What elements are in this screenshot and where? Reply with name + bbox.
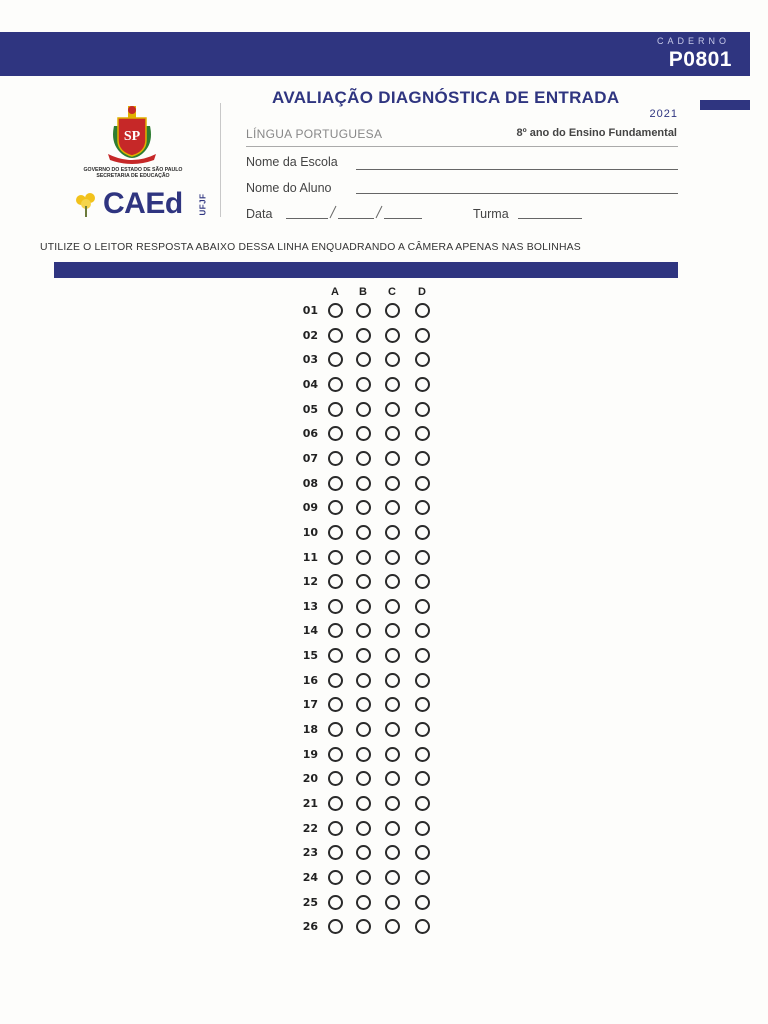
answer-bubble-18-c[interactable]	[385, 722, 400, 737]
option-header-c: C	[388, 286, 396, 298]
question-number: 04	[302, 377, 318, 391]
year-label: 2021	[649, 108, 678, 120]
question-number: 02	[302, 328, 318, 342]
answer-bubble-10-d[interactable]	[415, 525, 430, 540]
caed-wordmark: CAEd	[103, 187, 183, 220]
option-header-a: A	[331, 286, 339, 298]
question-number: 12	[302, 575, 318, 589]
answer-bubble-09-a[interactable]	[328, 500, 343, 515]
answer-bubble-12-a[interactable]	[328, 574, 343, 589]
answer-bubble-07-b[interactable]	[356, 451, 371, 466]
question-number: 01	[302, 304, 318, 317]
gov-line-2: SECRETARIA DE EDUCAÇÃO	[96, 173, 170, 179]
answer-bubble-22-a[interactable]	[328, 821, 343, 836]
answer-bubble-25-d[interactable]	[415, 895, 430, 910]
question-number: 21	[302, 797, 318, 810]
answer-bubble-01-b[interactable]	[356, 303, 371, 318]
caderno-label: CADERNO	[656, 36, 730, 46]
answer-bubble-01-d[interactable]	[415, 303, 430, 318]
answer-bubble-20-d[interactable]	[415, 771, 430, 786]
answer-bubble-03-c[interactable]	[385, 352, 400, 367]
date-slash	[374, 204, 384, 220]
answer-bubble-22-b[interactable]	[356, 821, 371, 836]
answer-bubble-10-a[interactable]	[328, 525, 343, 540]
ufjf-wordmark: UFJF	[198, 193, 208, 216]
question-number: 07	[302, 451, 318, 465]
answer-bubble-05-b[interactable]	[356, 402, 371, 417]
answer-bubble-09-b[interactable]	[356, 500, 371, 515]
answer-bubble-02-b[interactable]	[356, 328, 371, 343]
answer-bubble-02-a[interactable]	[328, 328, 343, 343]
question-number: 25	[302, 895, 318, 909]
answer-bubble-04-d[interactable]	[415, 377, 430, 392]
answer-bubble-15-c[interactable]	[385, 648, 400, 663]
answer-bubble-11-a[interactable]	[328, 550, 343, 565]
answer-bubble-07-d[interactable]	[415, 451, 430, 466]
answer-bubble-21-b[interactable]	[356, 796, 371, 811]
question-number: 03	[302, 353, 318, 367]
answer-bubble-26-d[interactable]	[415, 919, 430, 934]
answer-bubble-04-b[interactable]	[356, 377, 371, 392]
question-number: 22	[302, 821, 318, 835]
answer-bubble-03-b[interactable]	[356, 352, 371, 367]
answer-bubble-22-c[interactable]	[385, 821, 400, 836]
answer-bubble-23-a[interactable]	[328, 845, 343, 860]
answer-bubble-06-d[interactable]	[415, 426, 430, 441]
tree-icon	[74, 192, 98, 218]
scan-instruction: UTILIZE O LEITOR RESPOSTA ABAIXO DESSA LINHA ENQUADRANDO A CÂMERA APENAS NAS BOLINHAS	[40, 242, 581, 253]
answer-bubble-19-d[interactable]	[415, 747, 430, 762]
answer-bubble-24-a[interactable]	[328, 870, 343, 885]
scan-band	[54, 262, 678, 278]
date-day-field[interactable]	[286, 218, 328, 219]
answer-bubble-25-a[interactable]	[328, 895, 343, 910]
date-year-field[interactable]	[384, 218, 422, 219]
answer-bubble-06-b[interactable]	[356, 426, 371, 441]
answer-bubble-17-b[interactable]	[356, 697, 371, 712]
answer-bubble-10-b[interactable]	[356, 525, 371, 540]
answer-bubble-18-a[interactable]	[328, 722, 343, 737]
answer-bubble-15-d[interactable]	[415, 648, 430, 663]
answer-bubble-07-c[interactable]	[385, 451, 400, 466]
answer-bubble-08-c[interactable]	[385, 476, 400, 491]
answer-bubble-11-d[interactable]	[415, 550, 430, 565]
answer-bubble-23-d[interactable]	[415, 845, 430, 860]
answer-bubble-09-d[interactable]	[415, 500, 430, 515]
answer-bubble-16-c[interactable]	[385, 673, 400, 688]
question-number: 05	[302, 402, 318, 416]
answer-bubble-20-b[interactable]	[356, 771, 371, 786]
sao-paulo-coat-of-arms-icon	[104, 104, 160, 166]
answer-bubble-06-c[interactable]	[385, 426, 400, 441]
answer-bubble-13-b[interactable]	[356, 599, 371, 614]
question-number: 19	[302, 747, 318, 761]
answer-bubble-24-c[interactable]	[385, 870, 400, 885]
school-label: Nome da Escola	[246, 155, 338, 169]
answer-bubble-13-c[interactable]	[385, 599, 400, 614]
answer-bubble-17-a[interactable]	[328, 697, 343, 712]
question-number: 06	[302, 427, 318, 441]
answer-bubble-16-b[interactable]	[356, 673, 371, 688]
answer-bubble-11-c[interactable]	[385, 550, 400, 565]
question-number: 20	[302, 772, 318, 786]
answer-bubble-19-c[interactable]	[385, 747, 400, 762]
answer-bubble-13-d[interactable]	[415, 599, 430, 614]
option-header-d: D	[418, 286, 426, 298]
answer-bubble-05-a[interactable]	[328, 402, 343, 417]
question-number: 10	[302, 525, 318, 539]
date-slash	[328, 204, 338, 220]
answer-bubble-12-d[interactable]	[415, 574, 430, 589]
answer-bubble-19-a[interactable]	[328, 747, 343, 762]
question-number: 11	[302, 550, 318, 564]
school-field[interactable]	[356, 169, 678, 170]
question-number: 16	[302, 673, 318, 687]
answer-bubble-09-c[interactable]	[385, 500, 400, 515]
subject-label: LÍNGUA PORTUGUESA	[246, 127, 383, 141]
caderno-code: P0801	[668, 48, 732, 71]
answer-bubble-19-b[interactable]	[356, 747, 371, 762]
date-label: Data	[246, 207, 273, 221]
answer-bubble-23-c[interactable]	[385, 845, 400, 860]
question-number: 14	[302, 624, 318, 638]
answer-bubble-02-c[interactable]	[385, 328, 400, 343]
caed-logo	[74, 188, 214, 222]
header-band	[0, 32, 750, 76]
question-number: 23	[302, 846, 318, 860]
answer-bubble-07-a[interactable]	[328, 451, 343, 466]
answer-bubble-12-b[interactable]	[356, 574, 371, 589]
option-header-b: B	[359, 286, 367, 298]
answer-bubble-08-b[interactable]	[356, 476, 371, 491]
answer-bubble-24-d[interactable]	[415, 870, 430, 885]
answer-bubble-21-c[interactable]	[385, 796, 400, 811]
answer-bubble-14-a[interactable]	[328, 623, 343, 638]
answer-bubble-18-b[interactable]	[356, 722, 371, 737]
answer-bubble-22-d[interactable]	[415, 821, 430, 836]
answer-bubble-14-d[interactable]	[415, 623, 430, 638]
student-field[interactable]	[356, 193, 678, 194]
answer-bubble-26-c[interactable]	[385, 919, 400, 934]
class-label: Turma	[473, 207, 509, 221]
question-number: 15	[302, 649, 318, 663]
answer-bubble-25-c[interactable]	[385, 895, 400, 910]
answer-bubble-18-d[interactable]	[415, 722, 430, 737]
answer-bubble-13-a[interactable]	[328, 599, 343, 614]
answer-bubble-03-a[interactable]	[328, 352, 343, 367]
answer-bubble-23-b[interactable]	[356, 845, 371, 860]
answer-bubble-15-a[interactable]	[328, 648, 343, 663]
answer-bubble-12-c[interactable]	[385, 574, 400, 589]
question-number: 26	[302, 920, 318, 934]
answer-bubble-08-a[interactable]	[328, 476, 343, 491]
answer-bubble-10-c[interactable]	[385, 525, 400, 540]
answer-bubble-03-d[interactable]	[415, 352, 430, 367]
answer-bubble-01-c[interactable]	[385, 303, 400, 318]
answer-bubble-17-d[interactable]	[415, 697, 430, 712]
question-number: 18	[302, 723, 318, 737]
svg-text:SP: SP	[123, 129, 141, 144]
subject-divider	[246, 146, 678, 147]
question-number: 09	[302, 501, 318, 515]
question-number: 24	[302, 870, 318, 884]
answer-bubble-04-a[interactable]	[328, 377, 343, 392]
question-number: 17	[302, 698, 318, 712]
answer-bubble-05-c[interactable]	[385, 402, 400, 417]
answer-bubble-16-a[interactable]	[328, 673, 343, 688]
gov-line-1: GOVERNO DO ESTADO DE SÃO PAULO	[83, 167, 183, 173]
answer-bubble-20-a[interactable]	[328, 771, 343, 786]
answer-bubble-26-a[interactable]	[328, 919, 343, 934]
answer-bubble-20-c[interactable]	[385, 771, 400, 786]
answer-bubble-11-b[interactable]	[356, 550, 371, 565]
answer-bubble-04-c[interactable]	[385, 377, 400, 392]
answer-bubble-02-d[interactable]	[415, 328, 430, 343]
answer-bubble-21-d[interactable]	[415, 796, 430, 811]
vertical-divider	[220, 103, 221, 217]
answer-bubble-15-b[interactable]	[356, 648, 371, 663]
answer-bubble-14-c[interactable]	[385, 623, 400, 638]
student-label: Nome do Aluno	[246, 181, 332, 195]
answer-bubble-06-a[interactable]	[328, 426, 343, 441]
answer-bubble-08-d[interactable]	[415, 476, 430, 491]
class-field[interactable]	[518, 218, 582, 219]
question-number: 08	[302, 476, 318, 490]
side-tab	[700, 100, 750, 110]
date-month-field[interactable]	[338, 218, 374, 219]
grade-label: 8º ano do Ensino Fundamental	[516, 127, 677, 139]
answer-bubble-17-c[interactable]	[385, 697, 400, 712]
answer-bubble-24-b[interactable]	[356, 870, 371, 885]
answer-bubble-16-d[interactable]	[415, 673, 430, 688]
answer-bubble-01-a[interactable]	[328, 303, 343, 318]
question-number: 13	[302, 599, 318, 613]
answer-bubble-14-b[interactable]	[356, 623, 371, 638]
answer-bubble-25-b[interactable]	[356, 895, 371, 910]
government-caption	[70, 167, 196, 179]
page-title: AVALIAÇÃO DIAGNÓSTICA DE ENTRADA	[272, 88, 620, 107]
answer-bubble-26-b[interactable]	[356, 919, 371, 934]
answer-bubble-05-d[interactable]	[415, 402, 430, 417]
answer-bubble-21-a[interactable]	[328, 796, 343, 811]
